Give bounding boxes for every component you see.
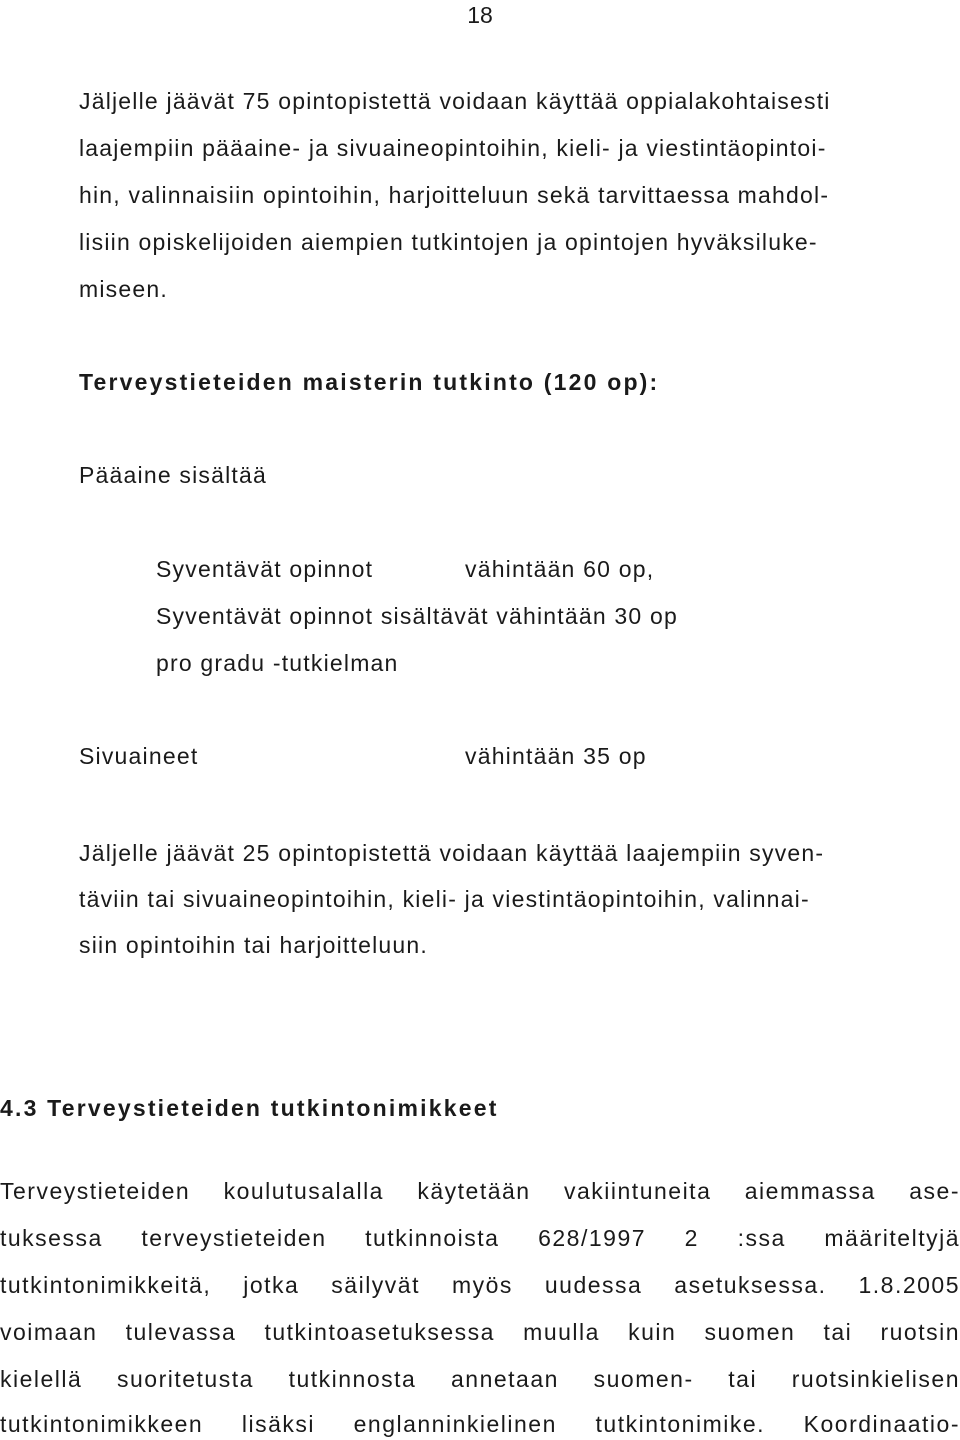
page-number: 18: [467, 2, 493, 28]
intro-line: laajempiin pääaine- ja sivuaineopintoihin, kieli- ja viestintäopintoi-: [79, 135, 827, 161]
section-line: voimaan tulevassa tutkintoasetuksessa muulla kuin suomen tai ruotsin: [0, 1319, 960, 1345]
remaining-line: Jäljelle jäävät 25 opintopistettä voidaan käyttää laajempiin syven-: [79, 840, 825, 866]
section-line: kielellä suoritetusta tutkinnosta annetaan suomen- tai ruotsinkielisen: [0, 1366, 960, 1392]
section-line: tuksessa terveystieteiden tutkinnoista 628/1997 2 :ssa määriteltyjä: [0, 1225, 960, 1251]
advanced-studies-note: pro gradu -tutkielman: [156, 650, 399, 676]
advanced-studies-value: vähintään 60 op,: [465, 556, 655, 582]
section-line: tutkintonimikkeitä, jotka säilyvät myös uudessa asetuksessa. 1.8.2005: [0, 1272, 960, 1298]
degree-heading: Terveystieteiden maisterin tutkinto (120 op):: [79, 369, 660, 395]
intro-line: Jäljelle jäävät 75 opintopistettä voidaan käyttää oppialakohtaisesti: [79, 88, 831, 114]
section-heading: 4.3 Terveystieteiden tutkintonimikkeet: [0, 1095, 499, 1121]
intro-line: lisiin opiskelijoiden aiempien tutkintojen ja opintojen hyväksiluke-: [79, 229, 818, 255]
advanced-studies-label: Syventävät opinnot: [156, 556, 374, 582]
minor-studies-label: Sivuaineet: [79, 743, 199, 769]
section-line: tutkintonimikkeen lisäksi englanninkielinen tutkintonimike. Koordinaatio-: [0, 1411, 960, 1437]
remaining-line: täviin tai sivuaineopintoihin, kieli- ja viestintäopintoihin, valinnai-: [79, 886, 810, 912]
major-label: Pääaine sisältää: [79, 462, 267, 488]
intro-line: miseen.: [79, 276, 168, 302]
advanced-studies-note: Syventävät opinnot sisältävät vähintään 30 op: [156, 603, 678, 629]
minor-studies-value: vähintään 35 op: [465, 743, 647, 769]
remaining-line: siin opintoihin tai harjoitteluun.: [79, 932, 428, 958]
intro-line: hin, valinnaisiin opintoihin, harjoitteluun sekä tarvittaessa mahdol-: [79, 182, 830, 208]
section-line: Terveystieteiden koulutusalalla käytetään vakiintuneita aiemmassa ase-: [0, 1178, 960, 1204]
